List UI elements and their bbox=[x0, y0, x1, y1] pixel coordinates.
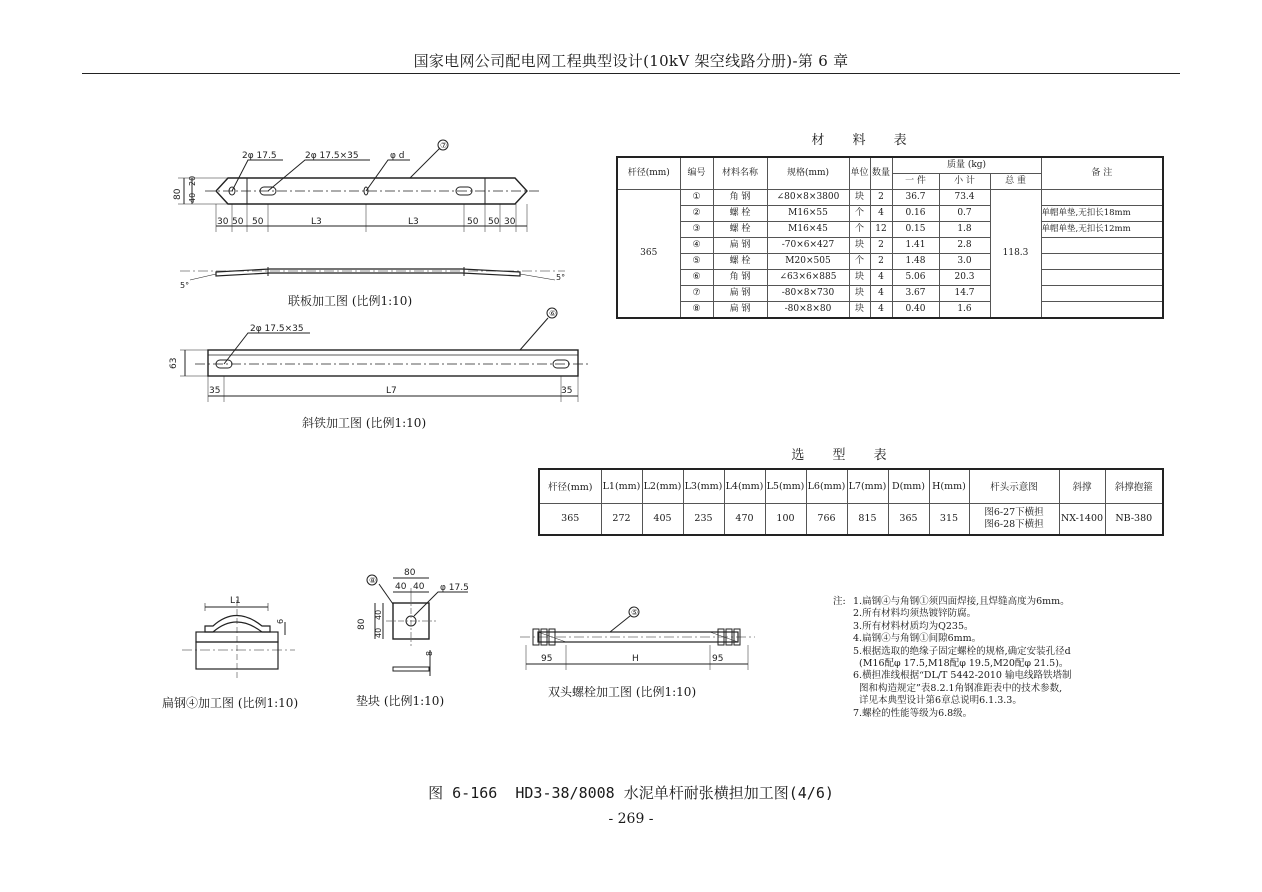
row-spec: M16×45 bbox=[767, 222, 849, 238]
row-no: ③ bbox=[680, 222, 713, 238]
lianban-d50a: 50 bbox=[232, 217, 244, 227]
figure-caption: 图 6-166 HD3-38/8008 水泥单杆耐张横担加工图(4/6) bbox=[428, 784, 834, 802]
row-name: 扁 钢 bbox=[713, 302, 767, 319]
bolt-h: H bbox=[632, 654, 639, 664]
hdr-unit: 单位 bbox=[849, 157, 870, 190]
diankuai-h2: 40 bbox=[374, 627, 383, 638]
hdr-pole: 杆径(mm) bbox=[617, 157, 680, 190]
table-row bbox=[617, 302, 1163, 319]
diankuai-h1: 40 bbox=[374, 609, 383, 620]
row-name: 螺 栓 bbox=[713, 254, 767, 270]
row-no: ⑤ bbox=[680, 254, 713, 270]
row-each: 1.48 bbox=[892, 254, 939, 270]
sel-cell: 365 bbox=[539, 503, 601, 535]
sel-hdr: 杆头示意图 bbox=[969, 469, 1059, 503]
hdr-name: 材料名称 bbox=[713, 157, 767, 190]
note-item: 3.所有材料材质均为Q235。 bbox=[853, 620, 974, 632]
row-each: 36.7 bbox=[892, 190, 939, 206]
row-remark: 单帽单垫,无扣长12mm bbox=[1041, 222, 1163, 238]
hdr-spec: 规格(mm) bbox=[767, 157, 849, 190]
row-remark bbox=[1041, 254, 1163, 270]
table-row bbox=[617, 206, 1163, 222]
row-no: ④ bbox=[680, 238, 713, 254]
row-unit: 块 bbox=[849, 190, 870, 206]
diankuai-height: 80 bbox=[357, 618, 367, 630]
selection-table bbox=[538, 468, 1164, 536]
sel-cell: 815 bbox=[847, 503, 888, 535]
sel-cell: NX-1400 bbox=[1059, 503, 1105, 535]
lianban-l3a: L3 bbox=[311, 217, 322, 227]
table-row bbox=[617, 238, 1163, 254]
total-cell: 118.3 bbox=[990, 190, 1041, 319]
note-item: 6.横担准线根据“DL/T 5442-2010 输电线路铁塔制 bbox=[853, 670, 1072, 682]
row-spec: -70×6×427 bbox=[767, 238, 849, 254]
row-qty: 2 bbox=[870, 190, 892, 206]
hdr-no: 编号 bbox=[680, 157, 713, 190]
row-sub: 73.4 bbox=[939, 190, 990, 206]
page-header-title: 国家电网公司配电网工程典型设计(10kV 架空线路分册)-第 6 章 bbox=[413, 52, 849, 70]
row-unit: 块 bbox=[849, 302, 870, 319]
note-item: 1.扁钢④与角钢①须四面焊接,且焊缝高度为6mm。 bbox=[853, 596, 1070, 607]
row-qty: 4 bbox=[870, 286, 892, 302]
xietie-d35b: 35 bbox=[561, 386, 573, 396]
sel-hdr: H(mm) bbox=[929, 469, 969, 503]
sel-hdr: L2(mm) bbox=[642, 469, 683, 503]
diankuai-part-number: ⑧ bbox=[369, 576, 377, 585]
row-name: 扁 钢 bbox=[713, 286, 767, 302]
row-qty: 2 bbox=[870, 238, 892, 254]
diankuai-w1: 40 bbox=[395, 582, 407, 592]
row-qty: 2 bbox=[870, 254, 892, 270]
sel-hdr: L3(mm) bbox=[683, 469, 724, 503]
sel-cell: 365 bbox=[888, 503, 929, 535]
note-item: 图和构造规定”表8.2.1角钢准距表中的技术参数, bbox=[853, 682, 1063, 694]
row-each: 1.41 bbox=[892, 238, 939, 254]
biangang-drawing bbox=[182, 600, 295, 680]
sel-hdr: L4(mm) bbox=[724, 469, 765, 503]
row-name: 角 钢 bbox=[713, 270, 767, 286]
xietie-d35a: 35 bbox=[209, 386, 221, 396]
row-spec: -80×8×730 bbox=[767, 286, 849, 302]
xietie-l7: L7 bbox=[386, 386, 397, 396]
row-sub: 20.3 bbox=[939, 270, 990, 286]
xietie-height-label: 63 bbox=[169, 357, 179, 369]
page-number: - 269 - bbox=[608, 811, 654, 827]
lianban-l3b: L3 bbox=[408, 217, 419, 227]
row-each: 3.67 bbox=[892, 286, 939, 302]
lianban-part-number: ⑦ bbox=[440, 141, 448, 150]
hdr-qty: 数量 bbox=[870, 157, 892, 190]
table-row bbox=[617, 190, 1163, 206]
row-sub: 1.6 bbox=[939, 302, 990, 319]
row-qty: 12 bbox=[870, 222, 892, 238]
lianban-hole1-label: 2φ 17.5 bbox=[242, 151, 277, 161]
sel-cell-head-diagram: 图6-27下横担 图6-28下横担 bbox=[969, 503, 1059, 535]
row-sub: 1.8 bbox=[939, 222, 990, 238]
row-unit: 块 bbox=[849, 286, 870, 302]
row-remark bbox=[1041, 270, 1163, 286]
row-qty: 4 bbox=[870, 206, 892, 222]
lianban-h2-label: 20 bbox=[188, 175, 197, 186]
hdr-mass: 质量 (kg) bbox=[892, 157, 1041, 174]
hdr-each: 一 件 bbox=[892, 174, 939, 190]
lianban-angle-left: 5° bbox=[180, 281, 190, 290]
notes-list bbox=[853, 596, 1072, 720]
hdr-total: 总 重 bbox=[990, 174, 1041, 190]
row-no: ⑦ bbox=[680, 286, 713, 302]
row-unit: 块 bbox=[849, 238, 870, 254]
hdr-sub: 小 计 bbox=[939, 174, 990, 190]
row-name: 扁 钢 bbox=[713, 238, 767, 254]
row-each: 0.16 bbox=[892, 206, 939, 222]
row-no: ⑧ bbox=[680, 302, 713, 319]
note-item: (M16配φ 17.5,M18配φ 19.5,M20配φ 21.5)。 bbox=[853, 658, 1069, 670]
lianban-angle-right: 5° bbox=[556, 273, 566, 282]
sel-hdr: D(mm) bbox=[888, 469, 929, 503]
xietie-drawing bbox=[180, 308, 590, 402]
lianban-height-label: 80 bbox=[173, 188, 183, 200]
xietie-part-number: ⑥ bbox=[549, 309, 557, 318]
hdr-remark: 备 注 bbox=[1041, 157, 1163, 190]
materials-title: 材 料 表 bbox=[811, 133, 919, 148]
bolt-d95a: 95 bbox=[541, 654, 553, 664]
row-name: 角 钢 bbox=[713, 190, 767, 206]
materials-table bbox=[616, 156, 1164, 319]
diankuai-thickness: 8 bbox=[425, 650, 434, 656]
sel-cell: 100 bbox=[765, 503, 806, 535]
lianban-hole3-label: φ d bbox=[390, 151, 405, 161]
lianban-hole2-label: 2φ 17.5×35 bbox=[305, 151, 359, 161]
row-sub: 0.7 bbox=[939, 206, 990, 222]
row-unit: 个 bbox=[849, 206, 870, 222]
biangang-caption: 扁钢④加工图 (比例1:10) bbox=[162, 696, 299, 710]
sel-hdr: L5(mm) bbox=[765, 469, 806, 503]
row-spec: M20×505 bbox=[767, 254, 849, 270]
bolt-part-number: ⑤ bbox=[631, 608, 639, 617]
shuangtou-caption: 双头螺栓加工图 (比例1:10) bbox=[548, 685, 697, 699]
row-each: 0.40 bbox=[892, 302, 939, 319]
row-remark: 单帽单垫,无扣长18mm bbox=[1041, 206, 1163, 222]
row-sub: 14.7 bbox=[939, 286, 990, 302]
diankuai-caption: 垫块 (比例1:10) bbox=[356, 694, 445, 708]
sel-hdr: 斜撑抱箍 bbox=[1105, 469, 1163, 503]
diankuai-w2: 40 bbox=[413, 582, 425, 592]
row-no: ⑥ bbox=[680, 270, 713, 286]
row-qty: 4 bbox=[870, 270, 892, 286]
lianban-d30b: 30 bbox=[504, 217, 516, 227]
row-name: 螺 栓 bbox=[713, 222, 767, 238]
pole-cell: 365 bbox=[617, 190, 680, 319]
biangang-l1: L1 bbox=[230, 596, 241, 606]
notes-prefix: 注: bbox=[833, 596, 846, 607]
row-sub: 3.0 bbox=[939, 254, 990, 270]
xietie-hole-label: 2φ 17.5×35 bbox=[250, 324, 304, 334]
lianban-d50c: 50 bbox=[467, 217, 479, 227]
selection-header-row bbox=[539, 469, 1163, 503]
lianban-h3-label: 40 bbox=[188, 192, 197, 203]
biangang-thickness: 6 bbox=[276, 618, 285, 624]
row-remark bbox=[1041, 238, 1163, 254]
sel-cell: 235 bbox=[683, 503, 724, 535]
note-item: 7.螺栓的性能等级为6.8级。 bbox=[853, 707, 973, 719]
sel-cell: 405 bbox=[642, 503, 683, 535]
table-row bbox=[617, 254, 1163, 270]
sel-hdr: L1(mm) bbox=[601, 469, 642, 503]
row-spec: -80×8×80 bbox=[767, 302, 849, 319]
note-item: 2.所有材料均须热镀锌防腐。 bbox=[853, 608, 977, 620]
row-unit: 块 bbox=[849, 270, 870, 286]
sel-cell: 315 bbox=[929, 503, 969, 535]
sel-cell: NB-380 bbox=[1105, 503, 1163, 535]
sel-cell: 766 bbox=[806, 503, 847, 535]
row-spec: ∠63×6×885 bbox=[767, 270, 849, 286]
xietie-bar bbox=[208, 350, 578, 376]
sel-hdr: L7(mm) bbox=[847, 469, 888, 503]
selection-title: 选 型 表 bbox=[791, 448, 899, 463]
lianban-caption: 联板加工图 (比例1:10) bbox=[288, 294, 413, 308]
note-item: 详见本典型设计第6章总说明6.1.3.3。 bbox=[853, 695, 1022, 707]
row-qty: 4 bbox=[870, 302, 892, 319]
row-spec: ∠80×8×3800 bbox=[767, 190, 849, 206]
row-each: 0.15 bbox=[892, 222, 939, 238]
row-remark bbox=[1041, 302, 1163, 319]
biangang-bent-plate bbox=[205, 616, 270, 633]
sel-hdr: L6(mm) bbox=[806, 469, 847, 503]
row-no: ② bbox=[680, 206, 713, 222]
bolt-d95b: 95 bbox=[712, 654, 724, 664]
row-spec: M16×55 bbox=[767, 206, 849, 222]
row-unit: 个 bbox=[849, 222, 870, 238]
lianban-d30a: 30 bbox=[217, 217, 229, 227]
lianban-d50b: 50 bbox=[252, 217, 264, 227]
sel-cell: 470 bbox=[724, 503, 765, 535]
diankuai-width: 80 bbox=[404, 568, 416, 578]
row-no: ① bbox=[680, 190, 713, 206]
row-remark bbox=[1041, 286, 1163, 302]
note-item: 5.根据选取的绝缘子固定螺栓的规格,确定安装孔径d bbox=[853, 645, 1071, 657]
sel-cell: 272 bbox=[601, 503, 642, 535]
row-name: 螺 栓 bbox=[713, 206, 767, 222]
row-sub: 2.8 bbox=[939, 238, 990, 254]
table-row bbox=[617, 222, 1163, 238]
sel-hdr: 杆径(mm) bbox=[539, 469, 601, 503]
table-row bbox=[617, 270, 1163, 286]
selection-data-row bbox=[539, 503, 1163, 535]
row-remark bbox=[1041, 190, 1163, 206]
xietie-caption: 斜铁加工图 (比例1:10) bbox=[302, 416, 427, 430]
row-each: 5.06 bbox=[892, 270, 939, 286]
sel-hdr: 斜撑 bbox=[1059, 469, 1105, 503]
lianban-drawing bbox=[178, 140, 565, 280]
table-row bbox=[617, 286, 1163, 302]
diankuai-hole-label: φ 17.5 bbox=[440, 583, 469, 593]
lianban-side-view bbox=[216, 269, 520, 276]
note-item: 4.扁钢④与角钢①间隙6mm。 bbox=[853, 633, 982, 645]
row-unit: 个 bbox=[849, 254, 870, 270]
lianban-d50d: 50 bbox=[488, 217, 500, 227]
